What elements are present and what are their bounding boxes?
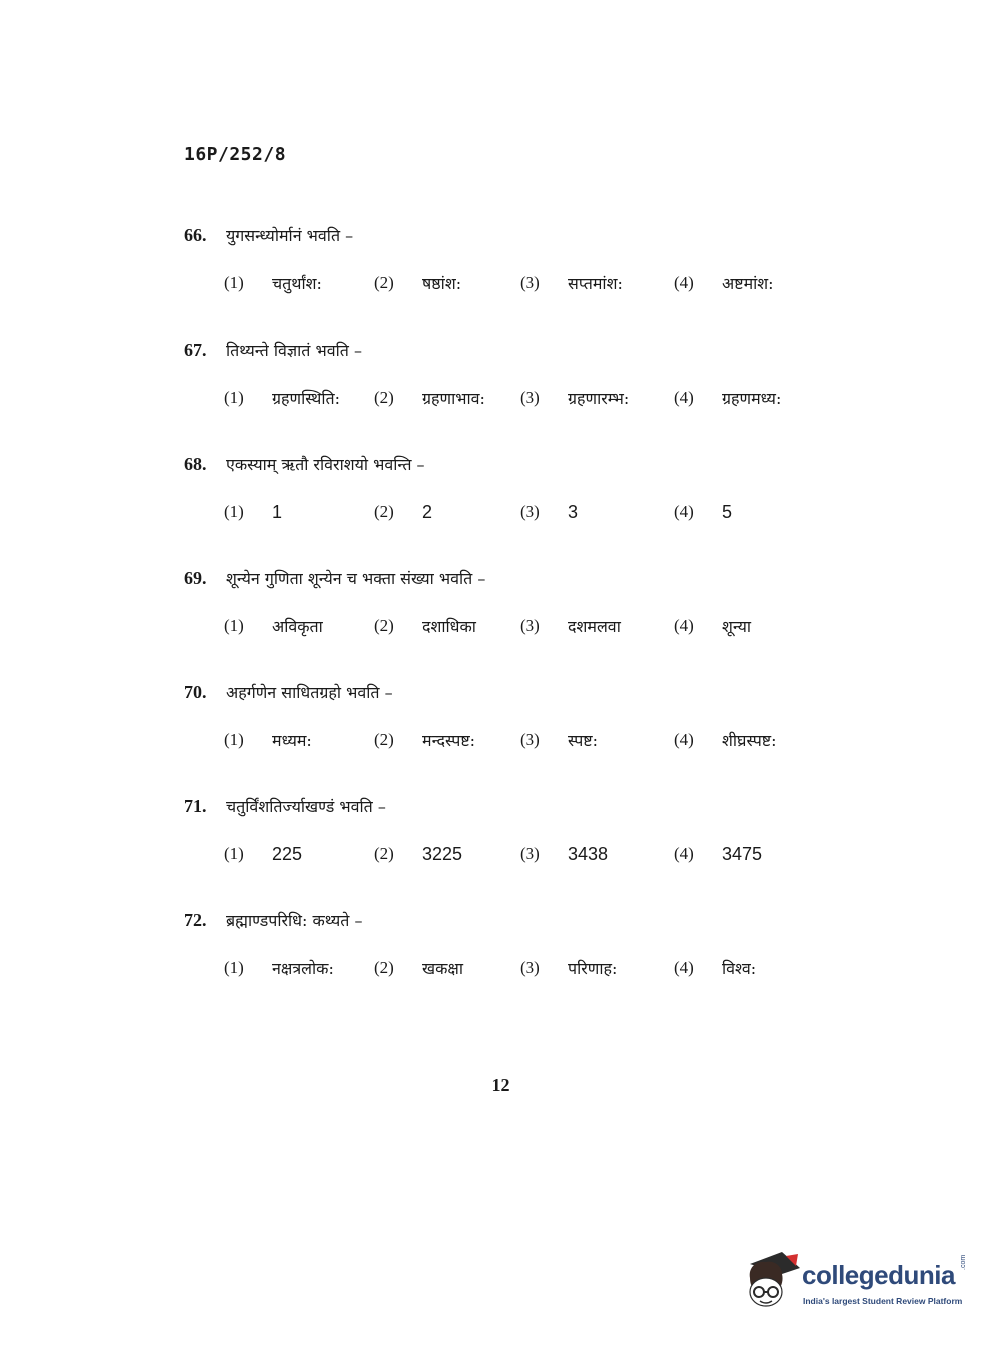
option-2	[374, 495, 432, 529]
option-1	[224, 609, 323, 643]
option-text: चतुर्थांश:	[272, 274, 322, 293]
question-text: तिथ्यन्ते विज्ञातं भवति –	[226, 341, 362, 360]
options-row	[184, 723, 824, 757]
question-number: 71.	[184, 795, 207, 816]
option-text: 5	[722, 501, 733, 522]
option-text: मध्यम:	[272, 731, 312, 750]
option-2	[374, 609, 476, 643]
option-text: ग्रहणारम्भ:	[568, 389, 630, 408]
question-number: 67.	[184, 339, 207, 360]
option-3	[520, 837, 608, 871]
option-text: नक्षत्रलोक:	[272, 959, 334, 978]
question-number: 68.	[184, 453, 207, 474]
question-number: 66.	[184, 224, 207, 245]
option-number: (3)	[520, 616, 540, 635]
option-1	[224, 723, 312, 757]
option-number: (1)	[224, 844, 244, 863]
option-number: (1)	[224, 616, 244, 635]
option-text: अष्टमांश:	[722, 274, 774, 293]
question-72	[184, 903, 824, 985]
question-71	[184, 789, 824, 871]
option-number: (3)	[520, 958, 540, 977]
option-number: (2)	[374, 844, 394, 863]
option-number: (3)	[520, 730, 540, 749]
page-number: 12	[491, 1075, 510, 1095]
option-1	[224, 837, 302, 871]
question-68	[184, 447, 824, 529]
option-number: (2)	[374, 730, 394, 749]
option-number: (1)	[224, 958, 244, 977]
option-text: 3	[568, 501, 579, 522]
option-2	[374, 381, 485, 415]
question-text: ब्रह्माण्डपरिधि: कथ्यते –	[226, 911, 363, 930]
option-1	[224, 495, 282, 529]
option-text: षष्ठांश:	[422, 274, 462, 293]
option-3	[520, 266, 623, 300]
option-text: मन्दस्पष्ट:	[422, 731, 476, 750]
option-number: (3)	[520, 502, 540, 521]
question-text: अहर्गणेन साधितग्रहो भवति –	[226, 683, 393, 702]
question-69	[184, 561, 824, 643]
option-number: (2)	[374, 502, 394, 521]
option-1	[224, 381, 340, 415]
option-2	[374, 837, 462, 871]
student-mascot-icon	[742, 1248, 802, 1314]
option-1	[224, 266, 322, 300]
brand-name: collegedunia	[802, 1260, 955, 1290]
option-number: (4)	[674, 844, 694, 863]
option-4	[674, 723, 777, 757]
option-4	[674, 609, 751, 643]
option-number: (1)	[224, 273, 244, 292]
options-row	[184, 381, 824, 415]
brand-logo	[742, 1248, 972, 1314]
option-number: (1)	[224, 502, 244, 521]
option-text: 225	[272, 843, 303, 864]
options-row	[184, 495, 824, 529]
option-3	[520, 609, 621, 643]
option-number: (4)	[674, 502, 694, 521]
option-2	[374, 951, 463, 985]
option-text: 3225	[422, 843, 463, 864]
option-3	[520, 723, 598, 757]
question-text: चतुर्विंशतिर्ज्याखण्डं भवति –	[226, 797, 386, 816]
option-text: खकक्षा	[422, 959, 463, 978]
option-text: ग्रहणमध्य:	[722, 389, 782, 408]
options-row	[184, 951, 824, 985]
option-3	[520, 951, 617, 985]
option-text: 2	[422, 501, 433, 522]
option-4	[674, 951, 756, 985]
question-text: एकस्याम् ऋतौ रविराशयो भवन्ति –	[226, 455, 425, 474]
question-70	[184, 675, 824, 757]
option-4	[674, 495, 732, 529]
option-number: (4)	[674, 616, 694, 635]
option-number: (2)	[374, 958, 394, 977]
option-number: (1)	[224, 388, 244, 407]
option-4	[674, 381, 781, 415]
paper-code: 16P/252/8	[184, 144, 287, 165]
option-text: विश्व:	[722, 959, 757, 978]
option-number: (2)	[374, 616, 394, 635]
question-66	[184, 218, 824, 300]
option-2	[374, 723, 475, 757]
brand-tagline: India's largest Student Review Platform	[803, 1296, 963, 1306]
option-3	[520, 381, 629, 415]
option-number: (4)	[674, 730, 694, 749]
options-row	[184, 609, 824, 643]
option-text: शून्या	[722, 617, 752, 636]
brand-dotcom: .com	[960, 1254, 967, 1270]
option-number: (3)	[520, 844, 540, 863]
option-number: (4)	[674, 388, 694, 407]
option-text: ग्रहणस्थिति:	[272, 389, 341, 408]
question-number: 69.	[184, 567, 207, 588]
option-text: परिणाह:	[568, 959, 618, 978]
option-text: शीघ्रस्पष्ट:	[722, 731, 777, 750]
option-text: ग्रहणाभाव:	[422, 389, 485, 408]
option-number: (3)	[520, 273, 540, 292]
options-row	[184, 837, 824, 871]
option-2	[374, 266, 461, 300]
option-number: (1)	[224, 730, 244, 749]
option-text: 1	[272, 501, 283, 522]
option-text: दशाधिका	[422, 617, 476, 636]
option-number: (2)	[374, 388, 394, 407]
option-text: दशमलवा	[568, 617, 621, 636]
question-text: शून्येन गुणिता शून्येन च भक्ता संख्या भवति –	[226, 569, 486, 588]
option-text: स्पष्ट:	[568, 731, 599, 750]
question-67	[184, 333, 824, 415]
option-number: (4)	[674, 273, 694, 292]
question-text: युगसन्ध्योर्मानं भवति –	[226, 226, 354, 245]
option-3	[520, 495, 578, 529]
option-text: अविकृता	[272, 617, 323, 636]
option-number: (3)	[520, 388, 540, 407]
question-number: 72.	[184, 909, 207, 930]
option-text: सप्तमांश:	[568, 274, 623, 293]
option-1	[224, 951, 334, 985]
question-number: 70.	[184, 681, 207, 702]
option-4	[674, 837, 762, 871]
option-text: 3438	[568, 843, 609, 864]
options-row	[184, 266, 824, 300]
option-number: (4)	[674, 958, 694, 977]
option-number: (2)	[374, 273, 394, 292]
option-4	[674, 266, 774, 300]
option-text: 3475	[722, 843, 763, 864]
